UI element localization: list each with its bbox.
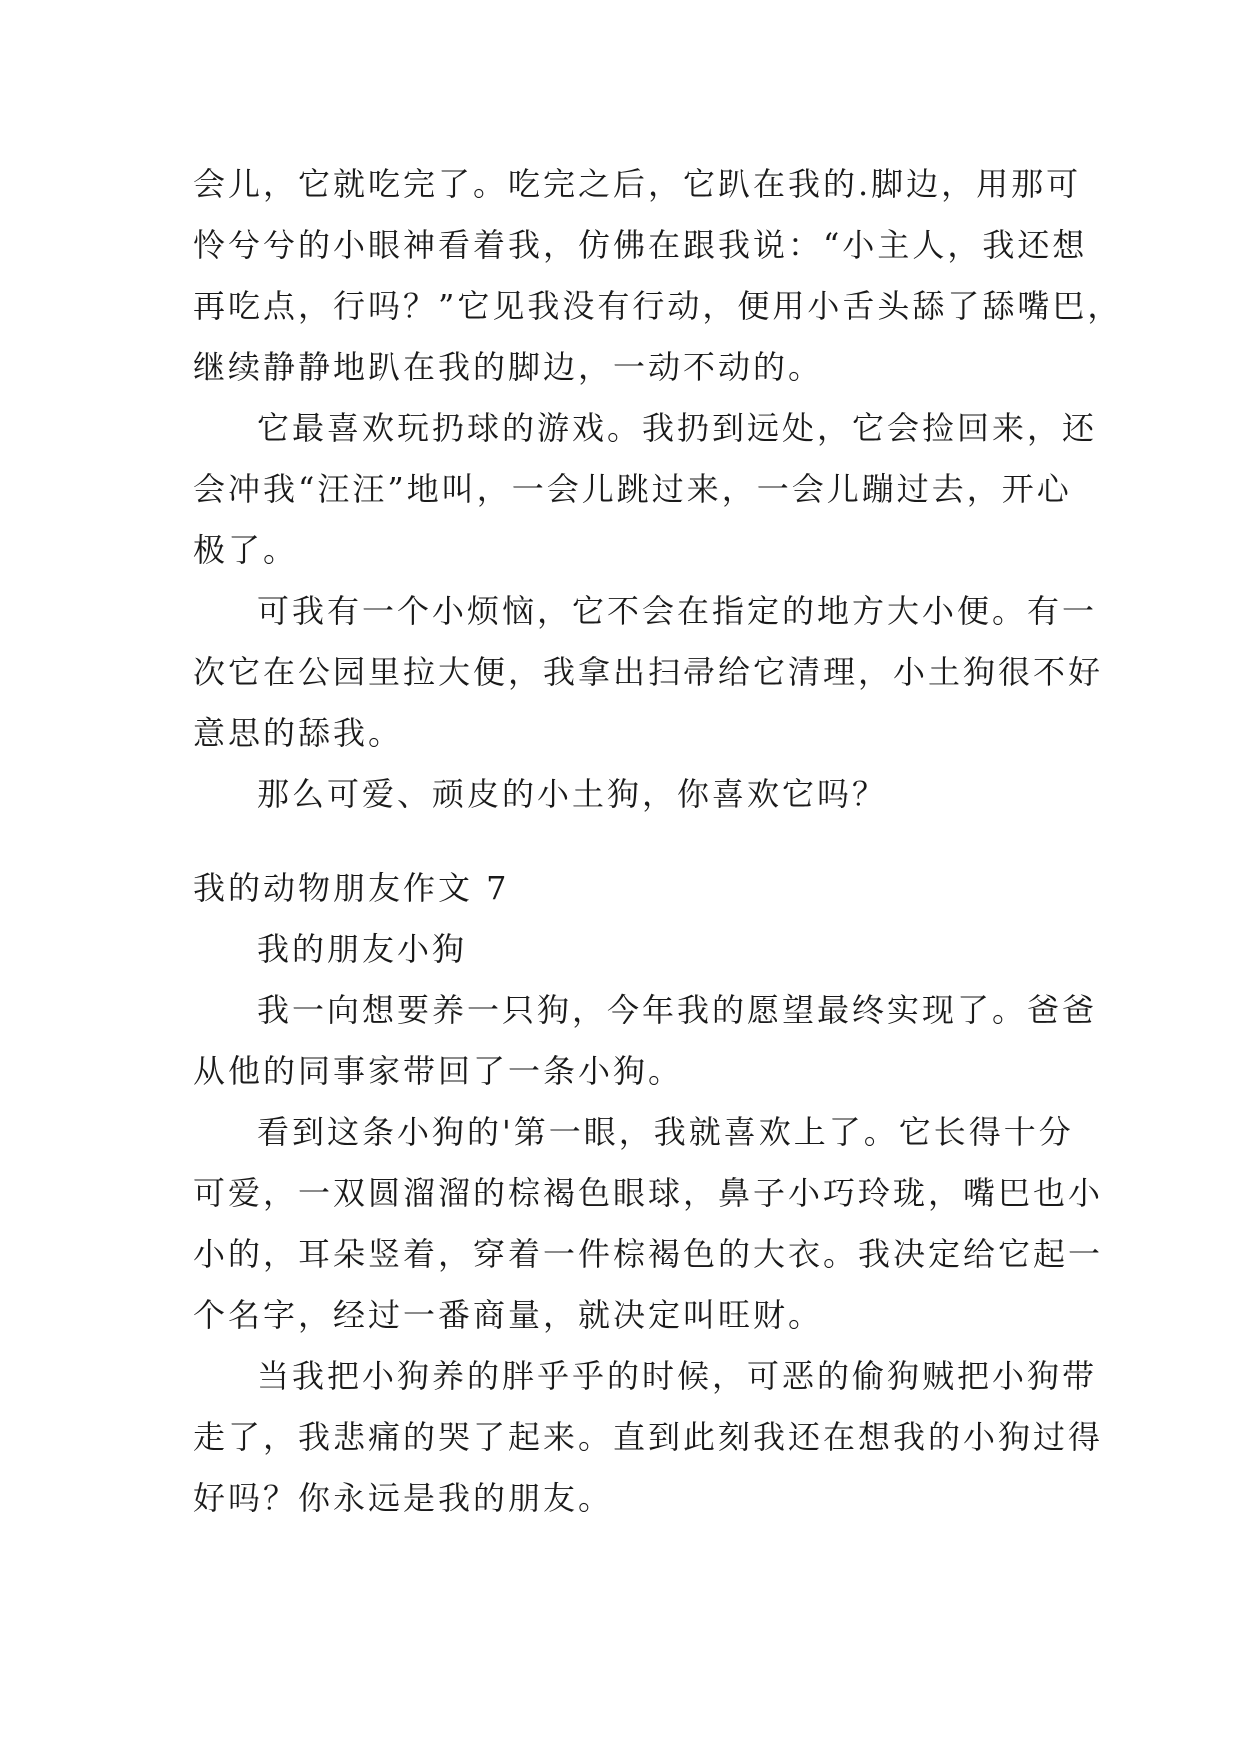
heading-text: 我的动物朋友作文 7: [193, 869, 510, 907]
essay-6-continuation: [193, 154, 1123, 825]
essay-subtitle: [193, 919, 1055, 980]
text-line: 从他的同事家带回了一条小狗。: [193, 1052, 684, 1090]
paragraph: [193, 1102, 1104, 1346]
text-line: 那么可爱、顽皮的小土狗，你喜欢它吗？: [257, 775, 888, 813]
text-line: 次它在公园里拉大便，我拿出扫帚给它清理，小土狗很不好: [193, 653, 1104, 691]
text-line: 好吗？你永远是我的朋友。: [193, 1479, 614, 1517]
text-line: 它最喜欢玩扔球的游戏。我扔到远处，它会捡回来，还: [257, 409, 1098, 447]
text-line: 怜兮兮的小眼神看着我，仿佛在跟我说：“小主人，我还想: [193, 226, 1088, 264]
essay-heading: [193, 858, 1055, 919]
paragraph: [193, 980, 1098, 1102]
text-line: 走了，我悲痛的哭了起来。直到此刻我还在想我的小狗过得: [193, 1418, 1104, 1456]
text-line: 会冲我“汪汪”地叫，一会儿跳过来，一会儿蹦过去，开心: [193, 470, 1072, 508]
subtitle-text: 我的朋友小狗: [257, 930, 468, 968]
text-line: 可爱，一双圆溜溜的棕褐色眼球，鼻子小巧玲珑，嘴巴也小: [193, 1174, 1104, 1212]
text-line: 意思的舔我。: [193, 714, 404, 752]
text-line: 当我把小狗养的胖乎乎的时候，可恶的偷狗贼把小狗带: [257, 1357, 1098, 1395]
text-line: 我一向想要养一只狗，今年我的愿望最终实现了。爸爸: [257, 991, 1098, 1029]
essay-7: [193, 858, 1104, 1529]
text-line: 再吃点，行吗？”它见我没有行动，便用小舌头舔了舔嘴巴，: [193, 287, 1123, 325]
paragraph: [193, 1346, 1104, 1529]
text-line: 看到这条小狗的'第一眼，我就喜欢上了。它长得十分: [257, 1113, 1074, 1151]
text-line: 极了。: [193, 531, 299, 569]
paragraph: [193, 764, 1055, 825]
paragraph: [193, 581, 1104, 764]
paragraph: [193, 154, 1123, 398]
text-line: 会儿，它就吃完了。吃完之后，它趴在我的.脚边，用那可: [193, 165, 1082, 203]
text-line: 个名字，经过一番商量，就决定叫旺财。: [193, 1296, 824, 1334]
text-line: 继续静静地趴在我的脚边，一动不动的。: [193, 348, 824, 386]
text-line: 可我有一个小烦恼，它不会在指定的地方大小便。有一: [257, 592, 1098, 630]
text-line: 小的，耳朵竖着，穿着一件棕褐色的大衣。我决定给它起一: [193, 1235, 1104, 1273]
paragraph: [193, 398, 1098, 581]
